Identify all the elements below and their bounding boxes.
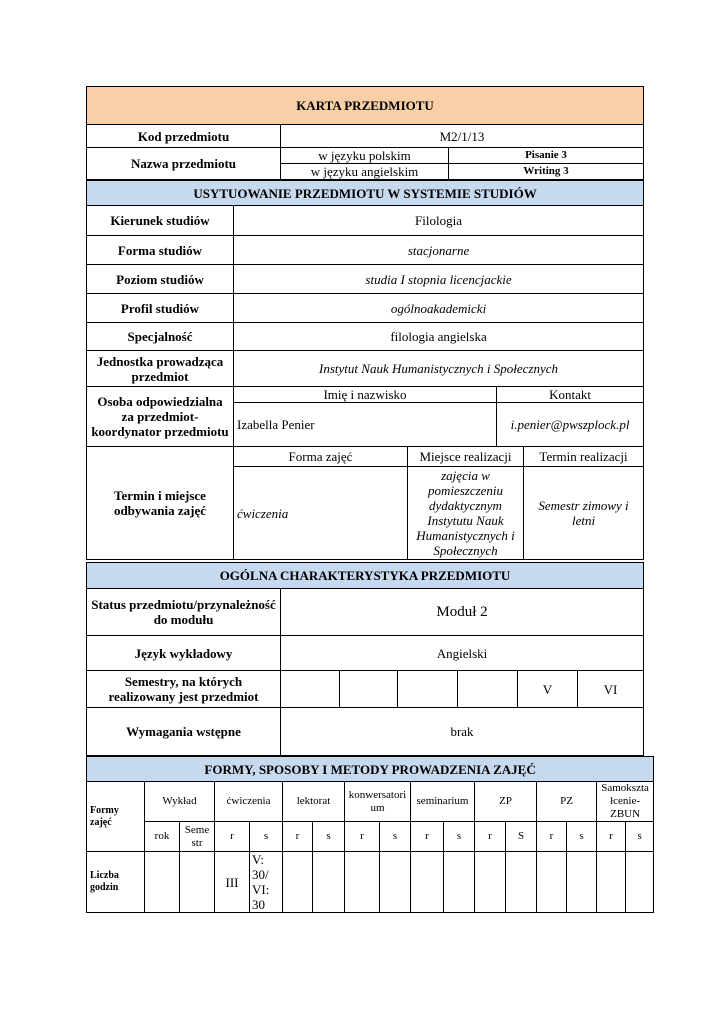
form-group-header: ćwiczenia [215, 782, 283, 822]
field-value: ogólnoakademicki [234, 294, 644, 323]
term-header: Termin realizacji [524, 447, 644, 467]
hours-cell [180, 852, 215, 913]
schedule-label: Termin i miejsce odbywania zajęć [87, 447, 234, 560]
sub-header: S [506, 822, 537, 852]
coordinator-contact-header: Kontakt [497, 387, 644, 403]
place-header: Miejsce realizacji [408, 447, 524, 467]
hours-cell [537, 852, 567, 913]
sub-header: s [313, 822, 345, 852]
hours-cell [475, 852, 506, 913]
coordinator-name: Izabella Penier [234, 403, 497, 447]
card-title: KARTA PRZEDMIOTU [87, 87, 644, 125]
field-value: filologia angielska [234, 323, 644, 351]
section-characteristics-title: OGÓLNA CHARAKTERYSTYKA PRZEDMIOTU [87, 563, 644, 589]
hours-cell [345, 852, 380, 913]
section-placement-title: USYTUOWANIE PRZEDMIOTU W SYSTEMIE STUDIÓW [87, 181, 644, 206]
semesters-label: Semestry, na których realizowany jest przedmiot [87, 671, 281, 708]
name-pl-label: w języku polskim [281, 148, 449, 164]
hours-cell [444, 852, 475, 913]
form-group-header: Wykład [145, 782, 215, 822]
name-en-value: Writing 3 [449, 164, 644, 180]
field-label: Specjalność [87, 323, 234, 351]
field-value: stacjonarne [234, 236, 644, 265]
hours-label: Liczba godzin [87, 852, 145, 913]
semester-cell [458, 671, 518, 708]
hours-cell [506, 852, 537, 913]
form-group-header: seminarium [411, 782, 475, 822]
form-group-header: ZP [475, 782, 537, 822]
sub-header: r [411, 822, 444, 852]
semester-cell: V [518, 671, 578, 708]
hours-cell [145, 852, 180, 913]
field-label: Profil studiów [87, 294, 234, 323]
subject-name-label: Nazwa przedmiotu [87, 148, 281, 180]
header-table [86, 86, 644, 180]
field-value: studia I stopnia licencjackie [234, 265, 644, 294]
status-label: Status przedmiotu/przynależność do modułu [87, 589, 281, 636]
hours-cell: III [215, 852, 250, 913]
schedule-place: zajęcia w pomieszczeniu dydaktycznym Instytutu Nauk Humanistycznych i Społecznych [408, 467, 524, 560]
coordinator-name-header: Imię i nazwisko [234, 387, 497, 403]
forms-label: Formy zajęć [87, 782, 145, 852]
coordinator-label: Osoba odpowiedzialna za przedmiot- koordynator przedmiotu [87, 387, 234, 447]
language-value: Angielski [281, 636, 644, 671]
field-value: Filologia [234, 206, 644, 236]
code-value: M2/1/13 [281, 125, 644, 148]
sub-header: r [215, 822, 250, 852]
schedule-form: ćwiczenia [234, 467, 408, 560]
section-forms-title: FORMY, SPOSOBY I METODY PROWADZENIA ZAJĘĆ [87, 757, 654, 782]
hours-cell [313, 852, 345, 913]
sub-header: rok [145, 822, 180, 852]
code-label: Kod przedmiotu [87, 125, 281, 148]
hours-cell [411, 852, 444, 913]
field-label: Kierunek studiów [87, 206, 234, 236]
sub-header: Seme str [180, 822, 215, 852]
form-group-header: lektorat [283, 782, 345, 822]
semester-cell [398, 671, 458, 708]
forms-table [86, 756, 654, 913]
form-group-header: konwersatori um [345, 782, 411, 822]
semester-cell [281, 671, 340, 708]
sub-header: r [475, 822, 506, 852]
status-value: Moduł 2 [281, 589, 644, 636]
form-group-header: PZ [537, 782, 597, 822]
placement-table [86, 180, 644, 560]
form-header: Forma zajęć [234, 447, 408, 467]
prereq-value: brak [281, 708, 644, 756]
sub-header: s [380, 822, 411, 852]
coordinator-contact: i.penier@pwszplock.pl [497, 403, 644, 447]
sub-header: s [567, 822, 597, 852]
hours-cell [380, 852, 411, 913]
sub-header: s [444, 822, 475, 852]
name-pl-value: Pisanie 3 [449, 148, 644, 164]
schedule-term: Semestr zimowy i letni [524, 467, 644, 560]
language-label: Język wykładowy [87, 636, 281, 671]
hours-cell [597, 852, 626, 913]
field-label: Jednostka prowadząca przedmiot [87, 351, 234, 387]
hours-cell: V: 30/ VI: 30 [250, 852, 283, 913]
semester-cell: VI [578, 671, 644, 708]
sub-header: s [250, 822, 283, 852]
field-value: Instytut Nauk Humanistycznych i Społecznych [234, 351, 644, 387]
field-label: Forma studiów [87, 236, 234, 265]
sub-header: r [537, 822, 567, 852]
prereq-label: Wymagania wstępne [87, 708, 281, 756]
hours-cell [283, 852, 313, 913]
field-label: Poziom studiów [87, 265, 234, 294]
sub-header: r [345, 822, 380, 852]
sub-header: s [626, 822, 654, 852]
name-en-label: w języku angielskim [281, 164, 449, 180]
hours-cell [626, 852, 654, 913]
sub-header: r [597, 822, 626, 852]
semester-cell [340, 671, 398, 708]
hours-cell [567, 852, 597, 913]
sub-header: r [283, 822, 313, 852]
characteristics-table [86, 562, 644, 756]
form-group-header: Samokszta łcenie- ZBUN [597, 782, 654, 822]
